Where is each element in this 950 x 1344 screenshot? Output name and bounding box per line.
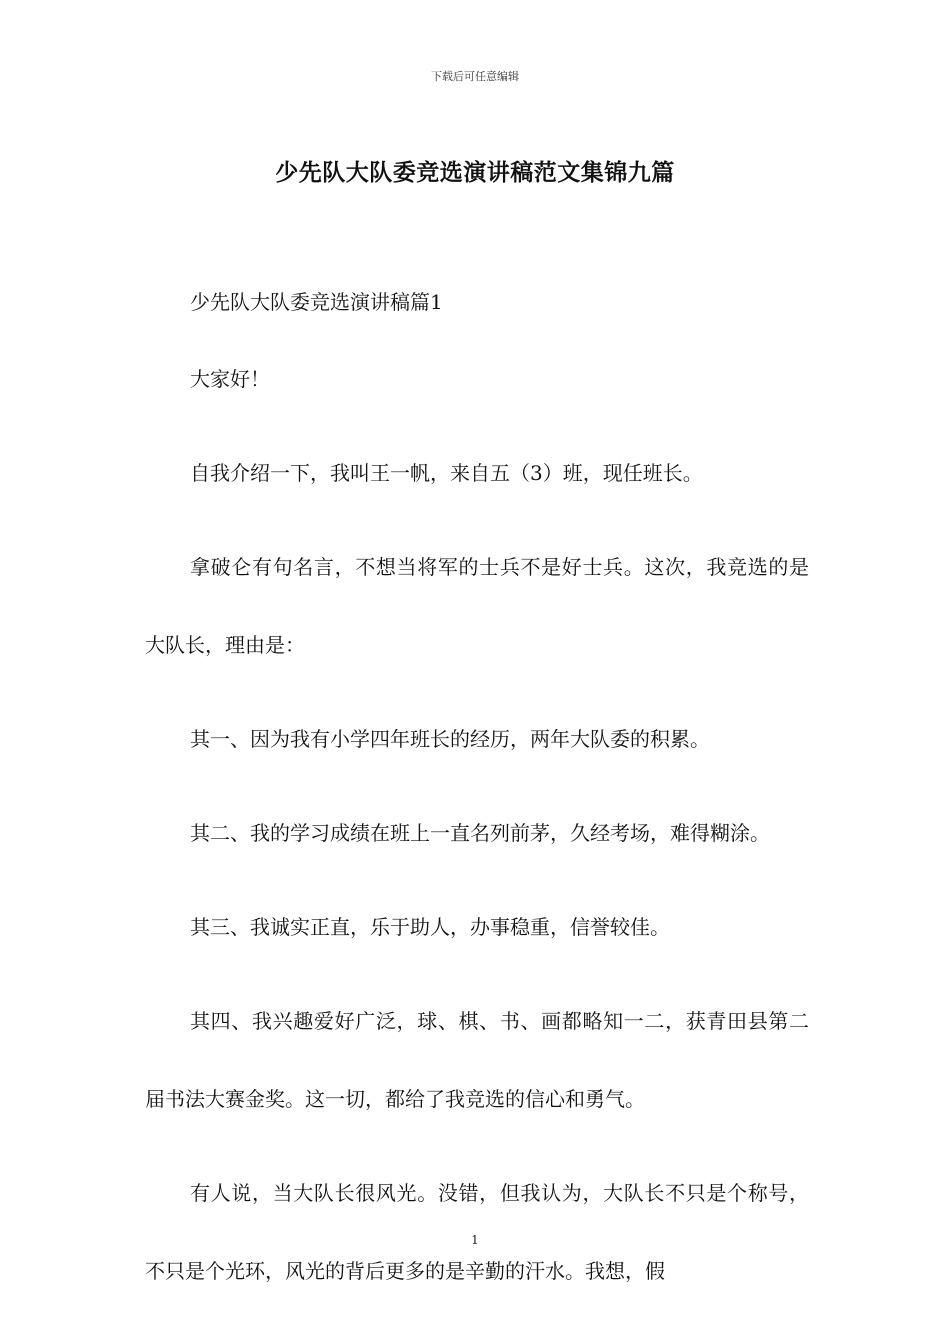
paragraph-reason-three: 其三、我诚实正直，乐于助人，办事稳重，信誉较佳。 (190, 915, 670, 939)
page-header-note: 下载后可任意编辑 (431, 70, 519, 83)
paragraph-self-intro: 自我介绍一下，我叫王一帆，来自五（3）班，现任班长。 (190, 461, 703, 485)
paragraph-closing: 有人说，当大队长很风光。没错，但我认为，大队长不只是个称号，不只是个光环，风光的背后更多的是辛勤的汗水。我想，假 (145, 1181, 809, 1283)
paragraph-reason-two: 其二、我的学习成绩在班上一直名列前茅，久经考场，难得糊涂。 (190, 821, 770, 845)
document-body (145, 280, 809, 1343)
paragraph-reason-four: 其四、我兴趣爱好广泛，球、棋、书、画都略知一二，获青田县第二届书法大赛金奖。这一切，都给了我竞选的信心和勇气。 (145, 1009, 809, 1111)
paragraph-section-heading: 少先队大队委竞选演讲稿篇1 (190, 290, 443, 314)
document-title: 少先队大队委竞选演讲稿范文集锦九篇 (275, 159, 675, 186)
paragraph-napoleon-quote: 拿破仑有句名言，不想当将军的士兵不是好士兵。这次，我竞选的是大队长，理由是： (145, 555, 809, 657)
paragraph-greeting: 大家好！ (190, 367, 270, 391)
paragraph-reason-one: 其一、因为我有小学四年班长的经历，两年大队委的积累。 (190, 727, 710, 751)
page-number: 1 (471, 1233, 479, 1247)
